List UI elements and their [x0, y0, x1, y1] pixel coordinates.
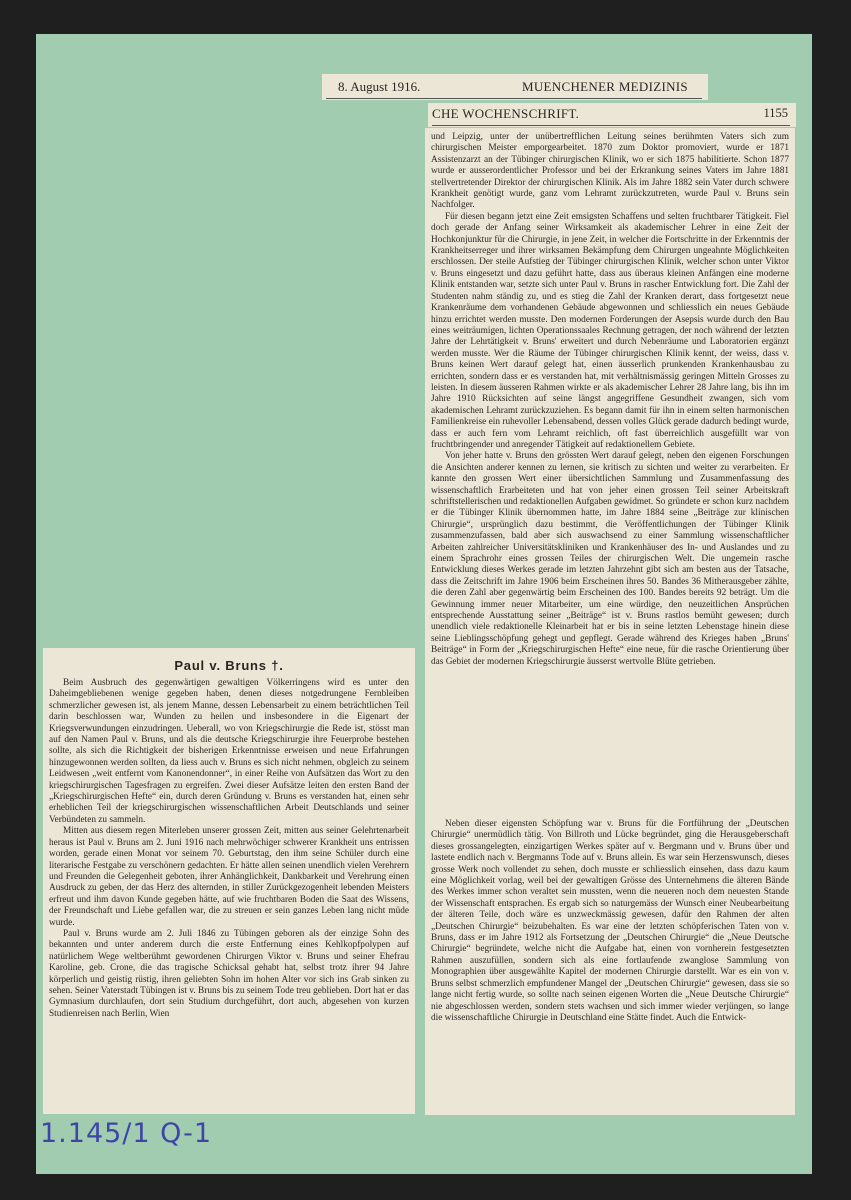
paragraph: Mitten aus diesem regen Miterleben unserer grossen Zeit, mitten aus seiner Gelehrtenarbeit heraus ist Paul v. Bruns am 2. Juni 1916 nach mehrwöchiger schwerer Krankheit uns entrissen worden, gerade einen Monat vor seinem 70. Geburtstag, den ihm seine Schüler durch eine literarische Festgabe zu verschönern gedachten. Er hätte allen seinen unendlich vielen Verehrern und Freunden die Gelegenheit geboten, ihrer Anhänglichkeit, Dankbarkeit und Verehrung einen Ausdruck zu geben, der das Herz des alternden, in stiller Zurückgezogenheit lebenden Meisters erfreut und ihm davon Kunde gegeben hätte, auf wie fruchtbaren Boden die Saat des Wissens, der Freundschaft und Liebe gefallen war, die zu streuen er sein ganzes Leben lang nicht müde wurde.	[49, 826, 409, 928]
paragraph: Für diesen begann jetzt eine Zeit emsigsten Schaffens und selten fruchtbarer Tätigkeit. Fiel doch gerade der Anfang seiner Wirksamkeit als akademischer Lehrer in eine Zeit der Hochkonjunktur für die Chirurgie, in jene Zeit, in welcher die Fortschritte in der Erkenntnis der Krankheitserreger und ihrer wirksamen Bekämpfung dem Chirurgen ungeahnte Möglichkeiten erschlossen. Der steile Aufstieg der Tübinger chirurgischen Klinik, welcher schon unter Viktor v. Bruns eingesetzt und dazu geführt hatte, dass aus überaus kleinen Anfängen eine moderne Klinik entstanden war, setzte sich unter Paul v. Bruns in rascher Entwicklung fort. Die Zahl der Studenten nahm ständig zu, und es stieg die Zahl der Kranken derart, dass fortgesetzt neue Krankenräume dem vorhandenen Gebäude abgewonnen und schliesslich ein neues Gebäude hinzu errichtet werden musste. Den modernen Forderungen der Asepsis wurde durch den Bau eines weiträumigen, lichten Operationssaales Rechnung getragen, der noch während der letzten Jahre der Lehrtätigkeit v. Bruns' erweitert und durch Nebenräume und Laboratorien ergänzt werden musste. Wer die Räume der Tübinger chirurgischen Klinik kennt, der weiss, dass v. Bruns keinen Wert darauf gelegt hat, einen äusserlich prunkenden Krankenhausbau zu errichten, sondern dass er es verstanden hat, mit verhältnismässig geringen Mitteln Grosses zu leisten. In diesem äusseren Rahmen wirkte er als akademischer Lehrer 28 Jahre lang, bis ihn im Jahre 1910 Rücksichten auf seine längst angegriffene Gesundheit zwangen, sich vom akademischen Lehramt zurückzuziehen. Es begann damit für ihn in einem selten harmonischen Familienkreise ein ruhevoller Lebensabend, dessen volles Glück gerade dadurch bedingt wurde, dass er auch fern vom Lehramt reichlich, oft fast überreichlich ausgefüllt war von fruchtbringender und anregender Tätigkeit auf redaktionellem Gebiete.	[431, 211, 789, 450]
paragraph: Paul v. Bruns wurde am 2. Juli 1846 zu Tübingen geboren als der einzige Sohn des bekannten und unter anderem durch die erste Entfernung eines Kehlkopfpolypen auf natürlichem Wege weltberühmt gewordenen Chirurgen Viktor v. Bruns und seiner Ehefrau Karoline, geb. Crone, die das tragische Schicksal gehabt hat, selbst trotz ihrer 94 Jahre körperlich und geistig rüstig, ihren geliebten Sohn im hohen Alter vor sich ins Grab sinken zu sehen. Seiner Vaterstadt Tübingen ist v. Bruns bis zu seinem Tode treu geblieben. Dort hat er das Gymnasium durchlaufen, dort sein Studium durchgeführt, dort auch, abgesehen von kurzen Studienreisen nach Berlin, Wien	[49, 928, 409, 1019]
paragraph: Neben dieser eigensten Schöpfung war v. Bruns für die Fortführung der „Deutschen Chirurgie“ unermüdlich tätig. Von Billroth und Lücke begründet, ging die Herausgeberschaft dieses grossangelegten, einzigartigen Werkes später auf v. Bergmann und v. Bruns über und lastete endlich nach v. Bergmanns Tode auf v. Bruns allein. Es war sein Herzenswunsch, dieses grosse Werk noch vollendet zu sehen, doch musste er schliesslich einsehen, dass dazu kaum eine Möglichkeit vorlag, weil bei der gewaltigen Grösse des Unternehmens die älteren Bände des Werkes immer schon veraltet sein mussten, wenn die neueren noch dem neuesten Stande der Wissenschaft entsprachen. Es ergab sich so naturgemäss der Wunsch einer Neubearbeitung der älteren Teile, doch wäre es unzweckmässig gewesen, dafür den Rahmen der alten „Deutschen Chirurgie“ beizubehalten. Es war eine der letzten schöpferischen Taten von v. Bruns, dass er im Jahre 1912 als Fortsetzung der „Deutschen Chirurgie“ die „Neue Deutsche Chirurgie“ begründete, welche nicht die Aufgabe hat, einen von vornherein festgesetzten Rahmen auszufüllen, sondern sich als eine fortlaufende zwanglose Sammlung von Monographien über ausgewählte Kapitel der modernen Chirurgie darstellt. War es ein von v. Bruns selbst schmerzlich empfundener Mangel der „Deutschen Chirurgie“ gewesen, dass sie so lange nicht fertig wurde, so sollte nach seinen eigenen Worten die „Neue Deutsche Chirurgie“ nie abgeschlossen werden, sondern stets wachsen und sich immer wieder verjüngen, so lange die wissenschaftliche Chirurgie in Deutschland eine Stätte findet. Auch die Entwick-	[431, 819, 789, 1023]
header-clipping-left	[322, 74, 708, 100]
paragraph: Von jeher hatte v. Bruns den grössten Wert darauf gelegt, neben den eigenen Forschungen die Ansichten anderer kennen zu lernen, sie kritisch zu sichten und weiter zu verarbeiten. Er kannte den grossen Wert einer übersichtlichen Sammlung und Zusammenfassung des wissenschaftlich Erarbeiteten und hat von jeher einen grossen Teil seiner Arbeitskraft schriftstellerischen und redaktionellen Aufgaben gewidmet. So gründete er schon kurz nachdem er die Tübinger Klinik übernommen hatte, im Jahre 1884 seine „Beiträge zur klinischen Chirurgie“, ursprünglich dazu bestimmt, die Veröffentlichungen der Tübinger Klinik zusammenzufassen, bald aber sich auswachsend zu einer Sammlung wissenschaftlicher Arbeiten zahlreicher Universitätskliniken und Krankenhäuser des In- und Auslandes und zu einem Sprachrohr eines grossen Teiles der chirurgischen Welt. Die ungemein rasche Entwicklung dieses Werkes gerade im letzten Jahrzehnt gibt sich am besten aus der Tatsache, dass die Zeitschrift im Jahre 1906 beim Erscheinen ihres 50. Bandes 36 Mitherausgeber zählte, die deren Zahl aber gegenwärtig beim Erscheinen des 100. Bandes bereits 92 beträgt. Um die Gewinnung immer neuer Mitarbeiter, um eine würdige, den neuzeitlichen Ansprüchen entsprechende Ausstattung seiner „Beiträge“ ist v. Bruns rastlos bemüht gewesen; durch unendlich viele redaktionelle Kleinarbeit hat er bis in seine letzten Lebenstage hinein diese seine Lieblingsschöpfung gehegt und gepflegt. Gerade während des Krieges haben „Bruns' Beiträge“ in Form der „Kriegschirurgischen Hefte“ eine neue, für die rasche Orientierung über das Gebiet der modernen Kriegschirurgie äusserst wertvolle Blüte getrieben.	[431, 451, 789, 667]
paragraph: Beim Ausbruch des gegenwärtigen gewaltigen Völkerringens wird es unter den Daheimgebliebenen wenige gegeben haben, denen dieses notgedrungene Fernbleiben schmerzlicher gewesen ist, als jenem Manne, dessen Lebensarbeit zu einem beträchtlichen Teil darin beschlossen war, Wunden zu heilen und insbesondere in die Eigenart der Kriegsverwundungen einzudringen. Ueberall, wo von Kriegschirurgie die Rede ist, stösst man auf den Namen Paul v. Bruns, und als die deutsche Kriegschirurgie ihre Feuerprobe bestehen sollte, als sich die Richtigkeit der bisherigen Erkenntnisse erweisen und neue Erfahrungen hinzugewonnen werden sollten, da liess auch v. Bruns es sich nicht nehmen, obgleich zu seinem Leidwesen „weit entfernt vom Kanonendonner“, in einer Reihe von Aufsätzen das Wort zu den kriegschirurgischen Tagesfragen zu ergreifen. Zwei dieser Aufsätze leiten den ersten Band der „Kriegschirurgischen Hefte“ ein, durch deren Gründung v. Bruns es verstanden hat, einen sehr erheblichen Teil der kriegschirurgischen wissenschaftlichen Arbeit Deutschlands und seiner Verbündeten zu sammeln.	[49, 678, 409, 825]
obituary-text	[49, 678, 409, 1112]
obituary-clipping	[43, 648, 415, 1114]
paragraph: und Leipzig, unter der unübertrefflichen Leitung seines berühmten Vaters sich zum chirurgischen Meister emporgearbeitet. 1870 zum Doktor promoviert, wurde er 1871 Assistenzarzt an der Tübinger chirurgischen Klinik, wo er sich 1875 habilitierte. Schon 1877 wurde er ausserordentlicher Professor und bei der Erkrankung seines Vaters im Jahre 1881 stellvertretender Direktor der chirurgischen Klinik. Als im Jahre 1882 sein Vater durch schwere Krankheit genötigt wurde, ganz vom Lehramt zurückzutreten, wurde Paul v. Bruns sein Nachfolger.	[431, 132, 789, 211]
header-rule	[326, 98, 702, 99]
page-number: 1155	[763, 106, 788, 120]
magazine-title-left: MUENCHENER MEDIZINIS	[522, 79, 688, 94]
issue-date: 8. August 1916.	[338, 79, 421, 94]
obituary-title: Paul v. Bruns †.	[174, 658, 284, 673]
right-column-lower-text	[431, 819, 789, 1113]
header-rule	[432, 125, 790, 126]
header-clipping-right	[428, 103, 796, 127]
right-column-lower-clipping	[425, 815, 795, 1115]
right-column-clipping	[425, 128, 795, 816]
magazine-title-right: CHE WOCHENSCHRIFT.	[432, 106, 580, 121]
right-column-text	[431, 132, 789, 814]
handwritten-shelf-mark: 1.145/1 Q-1	[40, 1118, 213, 1149]
